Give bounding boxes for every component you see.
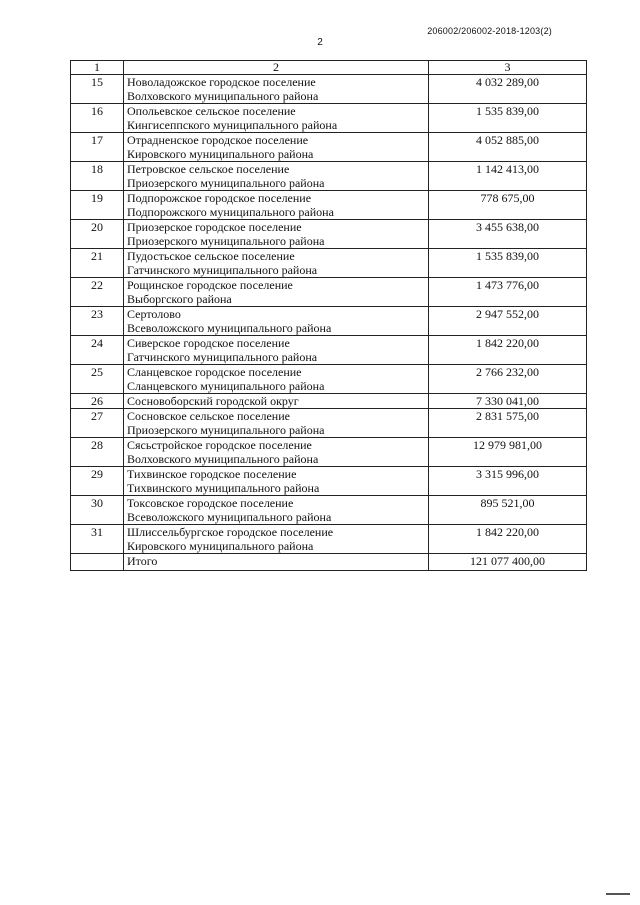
row-amount: 1 842 220,00 [429, 525, 587, 554]
table-row [71, 525, 587, 554]
row-name-line2: Кировского муниципального района [127, 539, 314, 553]
table-header-row [71, 61, 587, 75]
row-name-line2: Выборгского района [127, 292, 232, 306]
table-row [71, 409, 587, 438]
row-amount: 4 032 289,00 [429, 75, 587, 104]
table-row [71, 162, 587, 191]
table-row [71, 278, 587, 307]
row-number: 25 [71, 365, 124, 394]
total-row [71, 554, 587, 571]
row-name-line1: Опольевское сельское поселение [127, 104, 296, 118]
total-number [71, 554, 124, 571]
table-row [71, 191, 587, 220]
row-amount: 2 766 232,00 [429, 365, 587, 394]
row-number: 31 [71, 525, 124, 554]
total-label: Итого [124, 554, 429, 571]
table-row [71, 133, 587, 162]
row-amount: 1 142 413,00 [429, 162, 587, 191]
row-amount: 2 947 552,00 [429, 307, 587, 336]
row-name [124, 133, 429, 162]
column-header-name: 2 [124, 61, 429, 75]
row-amount: 7 330 041,00 [429, 394, 587, 409]
row-name-line1: Сертолово [127, 307, 181, 321]
row-name-line1: Подпорожское городское поселение [127, 191, 312, 205]
row-number: 27 [71, 409, 124, 438]
row-number: 16 [71, 104, 124, 133]
row-name-line1: Тихвинское городское поселение [127, 467, 297, 481]
row-number: 23 [71, 307, 124, 336]
row-name-line1: Новоладожское городское поселение [127, 75, 316, 89]
row-name [124, 409, 429, 438]
table-row [71, 438, 587, 467]
row-name [124, 162, 429, 191]
row-number: 21 [71, 249, 124, 278]
row-number: 18 [71, 162, 124, 191]
table-row [71, 394, 587, 409]
row-number: 29 [71, 467, 124, 496]
row-number: 20 [71, 220, 124, 249]
row-number: 28 [71, 438, 124, 467]
table-row [71, 307, 587, 336]
row-amount: 4 052 885,00 [429, 133, 587, 162]
row-number: 22 [71, 278, 124, 307]
row-name-line1: Токсовское городское поселение [127, 496, 294, 510]
row-number: 24 [71, 336, 124, 365]
row-name [124, 496, 429, 525]
row-amount: 2 831 575,00 [429, 409, 587, 438]
table-body [71, 75, 587, 571]
table-row [71, 249, 587, 278]
row-name-line2: Волховского муниципального района [127, 452, 319, 466]
row-name-line1: Сланцевское городское поселение [127, 365, 302, 379]
row-name [124, 220, 429, 249]
column-header-number: 1 [71, 61, 124, 75]
row-amount: 1 535 839,00 [429, 249, 587, 278]
row-name-line2: Волховского муниципального района [127, 89, 319, 103]
row-amount: 12 979 981,00 [429, 438, 587, 467]
row-amount: 3 455 638,00 [429, 220, 587, 249]
table-row [71, 467, 587, 496]
row-name-line2: Подпорожского муниципального района [127, 205, 334, 219]
row-amount: 778 675,00 [429, 191, 587, 220]
row-name [124, 438, 429, 467]
row-name-line1: Сосновоборский городской округ [127, 394, 299, 408]
row-name [124, 307, 429, 336]
column-header-amount: 3 [429, 61, 587, 75]
row-name [124, 249, 429, 278]
allocation-table [70, 60, 587, 571]
row-name-line1: Сосновское сельское поселение [127, 409, 290, 423]
row-name-line2: Тихвинского муниципального района [127, 481, 320, 495]
row-name-line2: Приозерского муниципального района [127, 176, 325, 190]
table-row [71, 336, 587, 365]
row-name-line2: Приозерского муниципального района [127, 234, 325, 248]
row-name-line2: Кингисеппского муниципального района [127, 118, 338, 132]
row-name [124, 336, 429, 365]
row-name-line2: Всеволожского муниципального района [127, 510, 332, 524]
row-name-line1: Шлиссельбургское городское поселение [127, 525, 334, 539]
row-amount: 3 315 996,00 [429, 467, 587, 496]
row-name-line1: Рощинское городское поселение [127, 278, 293, 292]
row-name-line1: Сиверское городское поселение [127, 336, 290, 350]
row-name-line1: Приозерское городское поселение [127, 220, 302, 234]
row-name-line2: Всеволожского муниципального района [127, 321, 332, 335]
table-row [71, 104, 587, 133]
row-number: 26 [71, 394, 124, 409]
row-name-line1: Пудостьское сельское поселение [127, 249, 295, 263]
row-name [124, 191, 429, 220]
total-amount: 121 077 400,00 [429, 554, 587, 571]
row-name-line2: Кировского муниципального района [127, 147, 314, 161]
document-id: 206002/206002-2018-1203(2) [427, 26, 552, 36]
table-row [71, 75, 587, 104]
row-number: 19 [71, 191, 124, 220]
row-amount: 1 842 220,00 [429, 336, 587, 365]
row-name [124, 525, 429, 554]
row-name [124, 104, 429, 133]
row-name [124, 278, 429, 307]
row-name-line2: Приозерского муниципального района [127, 423, 325, 437]
row-number: 15 [71, 75, 124, 104]
row-number: 17 [71, 133, 124, 162]
page-number: 2 [317, 37, 323, 48]
row-amount: 895 521,00 [429, 496, 587, 525]
row-name-line2: Гатчинского муниципального района [127, 350, 318, 364]
row-name [124, 394, 429, 409]
table-row [71, 220, 587, 249]
row-name-line1: Сясьстройское городское поселение [127, 438, 312, 452]
row-amount: 1 535 839,00 [429, 104, 587, 133]
table-row [71, 365, 587, 394]
row-name-line2: Сланцевского муниципального района [127, 379, 325, 393]
row-name-line1: Отрадненское городское поселение [127, 133, 309, 147]
table-row [71, 496, 587, 525]
row-name [124, 467, 429, 496]
row-name [124, 75, 429, 104]
row-number: 30 [71, 496, 124, 525]
row-name-line1: Петровское сельское поселение [127, 162, 290, 176]
scan-edge-mark [606, 893, 630, 895]
row-name [124, 365, 429, 394]
row-name-line2: Гатчинского муниципального района [127, 263, 318, 277]
row-amount: 1 473 776,00 [429, 278, 587, 307]
